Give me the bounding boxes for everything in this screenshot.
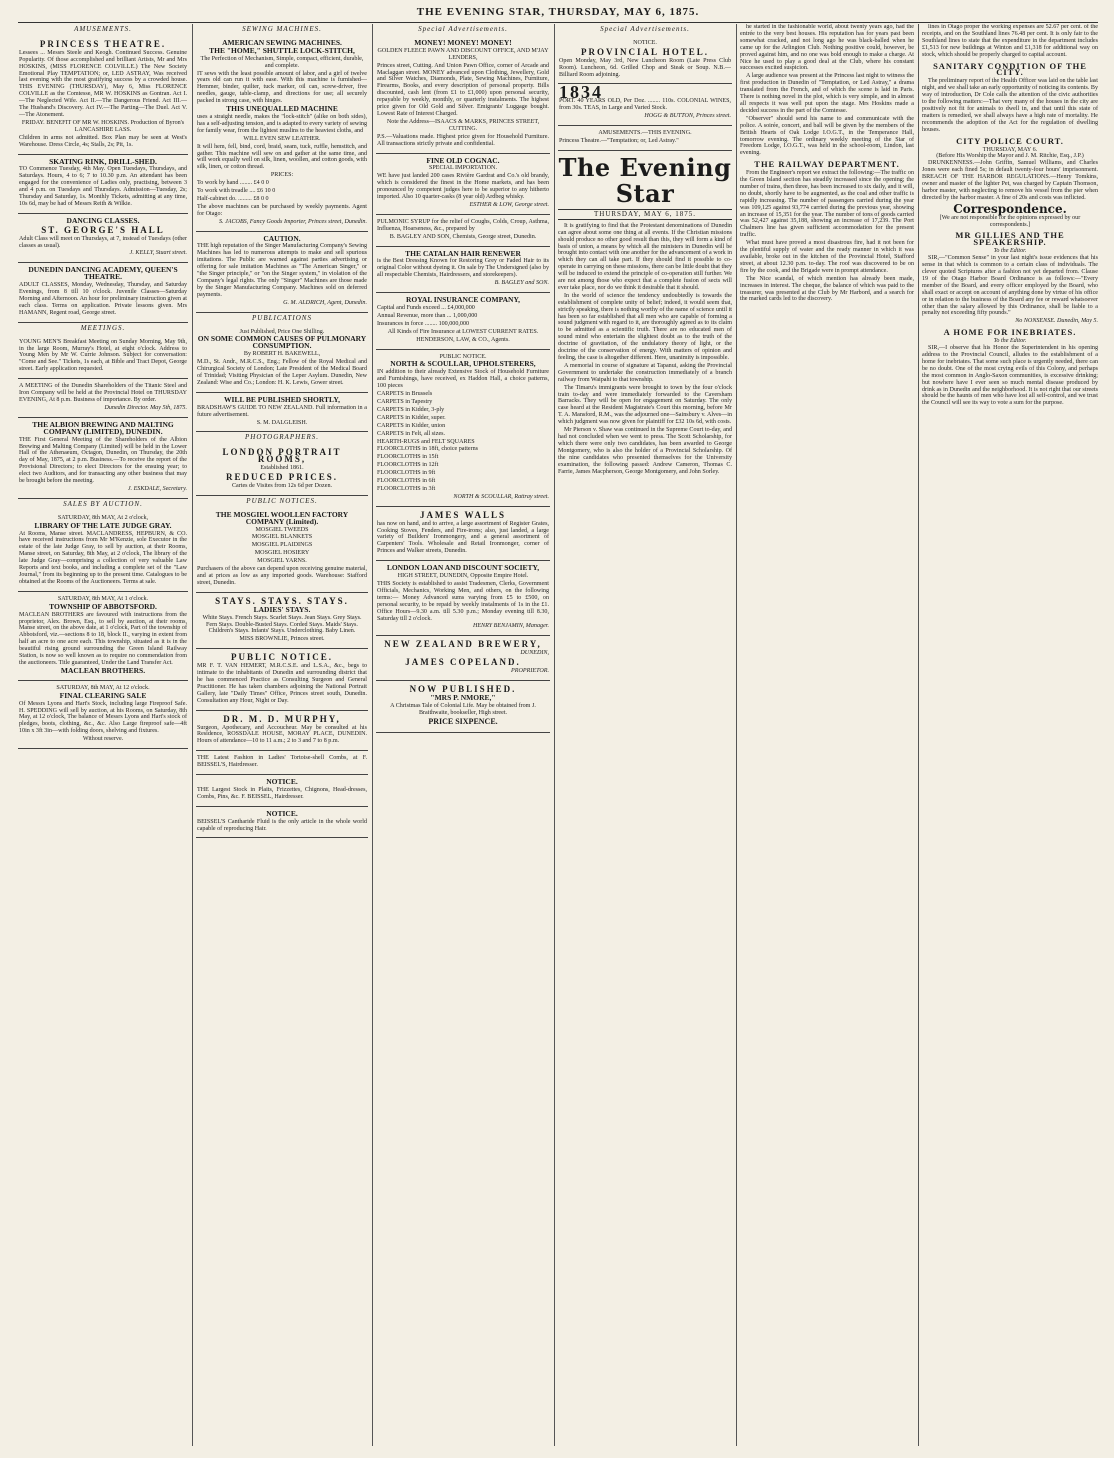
ad-tagline: The Perfection of Mechanism, Simple, compact, efficient, durable, and complete. [200, 55, 364, 69]
ad-title: THE CATALAN HAIR RENEWER [405, 248, 521, 258]
section-heading: PHOTOGRAPHERS. [245, 433, 319, 442]
ad-body: Princes street, Cutting. And Union Pawn Office, corner of Arcade and Maclaggan street. MONEY advanced upon Clothing, Jewellery, Gold and Silver Watches, Diamonds, Plate, Sewing Machines, Furniture, Firearms, Books, and every description of personal property. Bills discounted, cash lent (from £1 to £1,000) upon personal security, repayable by weekly, monthly, or quarterly instalments. The highest price given for Old Gold and Silver. Emigrants' Luggage bought. Lowest Rate of Interest Charged. [377, 62, 549, 117]
advertisement [18, 511, 188, 592]
ad-signature: HOGG & BUTTON, Princes street. [644, 113, 731, 120]
ad-item: MOSGIEL YARNS. [257, 558, 307, 565]
advertisement [376, 215, 550, 247]
ad-footer: The above machines can be purchased by weekly payments. Agent for Otago: [197, 203, 367, 217]
column-4 [558, 24, 732, 1446]
ad-body: THE Latest Fashion in Ladies' Tortoise-shell Combs, at F. BEISSEL'S, Hairdresser. [197, 755, 367, 769]
ad-item: CARPETS in Kidder, 3-ply [377, 406, 445, 413]
ad-subheading: WILL EVEN SEW LEATHER. [243, 135, 321, 142]
ad-title: DANCING CLASSES. [66, 215, 140, 225]
advertisement [196, 393, 368, 433]
ad-subtitle: HIGH STREET, DUNEDIN, Opposite Empire Hotel. [397, 573, 529, 580]
ad-title: STAYS. STAYS. STAYS. [215, 595, 349, 606]
ad-title: DUNEDIN DANCING ACADEMY, QUEEN'S THEATRE. [28, 265, 178, 282]
ad-signature: MACLEAN BROTHERS. [60, 665, 146, 675]
news-item: The Nice scandal, of which mention has already been made, increases in interest. The cheque, the balance of which was paid to the treasurer, was presented at the Club by Mr Harbord, and a search for the marked cards led to the discovery. [740, 275, 914, 303]
news-item: Mr Pierson v. Shaw was continued in the Supreme Court to-day, and had not concluded when we went to press. The Scott Scholarship, for which there were only two candidates, has been awarded to George Montgomery, who is also the holder of a Provincial Scholarship. Of the nine candidates who presented themselves for the University examination, the following passed: Andrew Cameron, Thomas C. Farrie, James Macpherson, George Montgomery, and John Sorley. [558, 427, 732, 475]
column-rule [736, 24, 737, 1446]
ad-title: TOWNSHIP OF ABBOTSFORD. [49, 601, 157, 611]
ad-body: Of Messrs Lyons and Hart's Stock, including large Fireproof Safe. H. SPEDDING will sell by auction, at his Rooms, on Saturday, 8th May, at 12 o'clock, The balance of Messrs Lyons and Hart's stock of pledges, boots, clothing, &c., &c. Also Large fireproof safe—4ft 10in x 3ft 3in—with folding doors, shelving and fixtures. [19, 700, 187, 735]
ad-body: IN addition to their already Extensive Stock of Household Furniture and Furnishings, have received, ex Haddon Hall, a choice patterns, 100 pieces [377, 369, 549, 390]
article-paragraph: From the Engineer's report we extract the following:—The traffic on the Green Island section has steadily increased since the opening; the number of trains, then three, has been increased to six daily, and it will, no doubt, shortly have to be augmented, as the coal and other traffic is rapidly increasing. The number of passengers carried during the year was 109,125 against 93,774 carried during the previous year, showing an increase of 15,351 for the year. The number of tons of goods carried was 52,427 against 35,188, showing an increase of 17,239. The Port Chalmers line has given sufficient accommodation for the present traffic. [740, 170, 914, 239]
advertisement [18, 36, 188, 155]
ad-body: WE have just landed 200 cases Rivière Gardrat and Co.'s old brandy, which is considered the finest in the Home markets, and has been pronounced by competent judges here to be superior to any hitherto imported. Also 10 quarter-casks (8 year old) Ardbeg whisky. [377, 173, 549, 201]
running-header-text: THE EVENING STAR, THURSDAY, MAY 6, 1875. [416, 6, 700, 18]
ad-body: has now on hand, and to arrive, a large assortment of Register Grates, Cooking Stoves, Fenders, and Fire-irons; also, just landed, a large variety of Builders' Ironmongery, and a general assortment of Carpenters' Tools. Wholesale and Retail Ironmonger, corner of Princes and Walker streets, Dunedin. [377, 520, 549, 555]
ad-item: FLOORCLOTHS in 6ft [377, 478, 436, 485]
ad-body: Adult Class will meet on Thursdays, at 7, instead of Tuesdays (other classes as usual). [19, 235, 187, 249]
ad-body: IT sews with the least possible amount of labor, and a girl of twelve years old can run it with ease. With this machine is furnished—Hemmer, binder, quilter, tuck marker, oil can, screw-driver, five needles, gauge, table-clamp, and directions for use; all securely packed in strong case, with hinges. [197, 70, 367, 105]
ad-body: White Stays. French Stays. Scarlet Stays. Jean Stays. Grey Stays. Fern Stays. Double-Busted Stays. Corded Stays. Maids' Stays. Children's Stays. Infants' Stays. Underclothing. Baby Linen. [202, 614, 362, 635]
ad-title: JAMES WALLS [419, 509, 507, 520]
advertisement [18, 418, 188, 499]
ad-body: THE Largest Stock in Plaits, Frizzettes, Chignons, Head-dresses, Combs, Pins, &c. F. BEISSEL, Hairdresser. [197, 786, 367, 800]
ad-subtitle: LADIES' STAYS. [253, 604, 311, 614]
price-row: To work by hand ........ £4 0 0 [197, 180, 269, 187]
section-heading: SALES BY AUCTION. [63, 499, 143, 508]
advertisement [376, 350, 550, 507]
ad-subheading: FRIDAY. BENEFIT OF MR W. HOSKINS. Production of Byron's LANCASHIRE LASS. [21, 119, 185, 133]
section-heading: AMUSEMENTS. [74, 25, 132, 33]
ad-item: FLOORCLOTHS in 3ft [377, 485, 436, 492]
advertisement [196, 649, 368, 710]
ad-item: FLOORCLOTHS in 12ft [377, 462, 439, 469]
ad-subtitle: NORTH & SCOULLAR, UPHOLSTERERS, [390, 359, 536, 369]
ad-subtitle: GOLDEN FLEECE PAWN AND DISCOUNT OFFICE, AND M'JAY LENDERS, [377, 47, 549, 61]
ad-title: NEW ZEALAND BREWERY, [384, 639, 542, 650]
ad-item: FLOORCLOTHS in 9ft [377, 470, 436, 477]
ad-title: PUBLIC NOTICE. [439, 353, 487, 360]
ad-title: ROYAL INSURANCE COMPANY, [405, 295, 521, 305]
ad-signature: ESTHER & LOW, George street. [469, 201, 549, 208]
section-heading: Special Advertisements. [418, 25, 508, 33]
ad-signature: MISS BROWNLIE, Princes street. [239, 636, 325, 643]
advertisement [376, 507, 550, 561]
ad-date: SATURDAY, 8th MAY, At 1 o'clock. [57, 595, 149, 602]
ad-body: Princess Theatre.—"Temptation; or, Led Astray." [559, 137, 679, 144]
advertisement [18, 263, 188, 322]
ad-body: A MEETING of the Dunedin Shareholders of the Titanic Steel and Iron Company will be held at the Provincial Hotel on THURSDAY EVENING, At 8 p.m. Business of importance. By order. [19, 383, 187, 403]
advertisement [196, 508, 368, 593]
letter-title: MR GILLIES AND THE SPEAKERSHIP. [955, 230, 1065, 248]
column-rule [554, 24, 555, 1446]
ad-title: NOTICE. [266, 777, 298, 787]
ad-item: CARPETS in Kidder, super. [377, 414, 446, 421]
court-bench: (Before His Worship the Mayor and J. M. Ritchie, Esq., J.P.) [936, 153, 1084, 160]
article-heading: SANITARY CONDITION OF THE CITY. [933, 60, 1087, 78]
section-heading: Correspondence. [953, 201, 1067, 216]
advertisement [376, 681, 550, 733]
ad-item: MOSGIEL PLAIDINGS [251, 542, 313, 549]
ad-body: All Kinds of Fire Insurance at LOWEST CURRENT RATES. [387, 328, 539, 335]
ad-body: Established 1861. [260, 465, 304, 472]
ad-footer: P.S.—Valuations made. Highest price given for Household Furniture. All transactions strictly private and confidential. [377, 133, 549, 147]
price-row: Half-cabinet do. ......... £8 0 0 [197, 195, 269, 202]
ad-footer: Cartes de Visites from 12s 6d per Dozen. [231, 482, 333, 489]
advertisement [18, 155, 188, 214]
price-row: To work with treadle .... £6 10 0 [197, 188, 276, 195]
ad-footer: Children in arms not admitted. Box Plan may be seen at West's Warehouse. Dress Circle, 4s; Stalls, 2s; Pit, 1s. [19, 134, 187, 148]
advertisement [18, 335, 188, 380]
ad-title: AMUSEMENTS.—THIS EVENING. [598, 130, 692, 137]
advertisement [196, 232, 368, 313]
ad-title: ON SOME COMMON CAUSES OF PULMONARY CONSUMPTION. [197, 334, 367, 351]
ad-title: NOTICE. [633, 39, 657, 46]
advertisement [376, 293, 550, 349]
ad-body: PORT. 40 YEARS OLD, Per Doz. ........ 110s. COLONIAL WINES, from 30s. TEAS, in Large and Varied Stock. [559, 98, 731, 112]
ad-title: NOW PUBLISHED. [409, 683, 517, 694]
advertisement [18, 681, 188, 749]
ad-subtitle: THE "HOME," SHUTTLE LOCK-STITCH, [209, 45, 355, 55]
ad-body: At Rooms, Manse street. MACLANDRESS, HEPBURN, & CO. have received instructions from Mr M'Kenzie, sole Executor in the estate of the late Judge Gray, to sell by auction, at their Rooms, Manse street, on Saturday, 8th May, at 2 o'clock, The library of the late Judge Gray—comprising a collection of very valuable Law Reports and text books, and including a complete set of the "Law Journal," from its beginning up to the present time. Catalogues to be obtained at the Rooms of the Auctioneers. Terms at sale. [19, 530, 187, 585]
ad-signature: NORTH & SCOULLAR, Rattray street. [453, 493, 549, 500]
dateline: THURSDAY, MAY 6, 1875. [558, 209, 732, 220]
advertisement [196, 36, 368, 232]
ad-body: uses a straight needle, makes the "lock-stitch" (alike on both sides), has a self-adjusting tension, and is adapted to every variety of sewing for family wear, from the lightest muslins to the heaviest cloths, and [197, 113, 367, 134]
ad-proprietor-name: JAMES COPELAND. [405, 657, 521, 668]
advertisement [196, 325, 368, 393]
ad-signature: S. JACOBS, Fancy Goods Importer, Princes street, Dunedin. [218, 218, 367, 225]
ad-body: MACLEAN BROTHERS are favoured with instructions from the proprietor, Alex. Brown, Esq., to sell by auction, at their rooms, Manse street, on the above date, at 1 o'clock, Part of the township of Abbotsford, viz.—sections 8 to 18, block II., varying in extent from half an acre to one acre each. This township, situated as it is in the beautiful rising ground surrounding the Green Island Railway Station, is now so well known as to require no commendation from the auctioneers. Title guaranteed, Under the Land Transfer Act. [19, 611, 187, 666]
advertisement [18, 592, 188, 681]
ad-price: PRICE SIXPENCE. [428, 716, 498, 726]
letter-body: SIR,—I observe that his Honor the Superintendent in his opening address to the Provincial Council, alludes to the establishment of a home for inebriates. That some such place is urgently needed, there can be no doubt. One of the most crying evils of this Colony, and perhaps the most common in Anglo-Saxon communities, is excessive drinking; but nowhere have I ever seen so much mental disease produced by drink as in Dunedin and the neighborhood. It is not right that our streets should be the haunts of men who have lost all self-control, and we trust the Council will see its way to vote a sum for the purpose. [922, 345, 1098, 407]
advertisement [196, 751, 368, 775]
ad-row: Capital and Funds exceed ... £4,000,000 [377, 305, 475, 311]
advertisement [376, 561, 550, 636]
ad-body: Open Monday, May 3rd, New Luncheon Room (Late Press Club Room). Luncheon, 6d. Grilled Chop and Steak or Soup. N.B.—Billiard Room adjoining. [559, 57, 731, 78]
advertisement [196, 711, 368, 752]
ad-title: AMERICAN SEWING MACHINES. [222, 37, 342, 47]
newspaper-logo: The Evening Star [558, 152, 732, 208]
editorial-note: [We are not responsible for the opinions expressed by our correspondents.] [939, 214, 1081, 228]
section-heading: SEWING MACHINES. [242, 25, 322, 33]
ad-place: DUNEDIN, [520, 650, 549, 657]
advertisement [558, 36, 732, 85]
letter-signature: No NONSENSE. Dunedin, May 5. [1015, 318, 1098, 325]
ad-body: A Christmas Tale of Colonial Life. May be obtained from J. Braithwaite, bookseller, High street. [390, 702, 536, 716]
ad-item: CARPETS in Felt, all sizes. [377, 430, 446, 437]
ad-title: THE ALBION BREWING AND MALTING COMPANY (LIMITED), DUNEDIN. [32, 419, 174, 436]
column-3 [376, 24, 550, 1446]
advertisement [196, 444, 368, 496]
advertisement [558, 84, 732, 126]
ad-signature: S. M. DALGLEISH. [256, 419, 308, 426]
ad-date: SATURDAY, 8th MAY, At 12 o'clock. [56, 684, 150, 691]
advertisement [196, 807, 368, 839]
ad-signature: B. BAGLEY and SON. [494, 280, 549, 287]
ad-year: 1834 [559, 82, 603, 103]
article-heading: CITY POLICE COURT. [956, 135, 1064, 146]
ad-subtitle: ST. GEORGE'S HALL [41, 224, 165, 235]
ad-title: WILL BE PUBLISHED SHORTLY, [224, 394, 340, 404]
ad-title: SKATING RINK, DRILL-SHED. [49, 156, 157, 166]
article-heading: THE RAILWAY DEPARTMENT. [754, 159, 900, 170]
ad-pretitle: Just Published, Price One Shilling. [239, 328, 325, 335]
ad-signature: J. ESKDALE, Secretary. [127, 485, 187, 492]
ad-title: LIBRARY OF THE LATE JUDGE GRAY. [34, 520, 172, 530]
advertisement [376, 636, 550, 681]
ad-item: CARPETS in Tapestry [377, 398, 433, 405]
ad-body: MR F. T. VAN HEMERT, M.R.C.S.E. and L.S.A., &c., begs to intimate to the inhabitants of Dunedin and surrounding district that he has commenced Practice as Consulting Surgeon and General Practitioner. He has taken chambers adjoining the National Portrait Gallery, late "Daily Times" Office, Princes street south, Dunedin. Consultation any Hour, Night or Day. [197, 663, 367, 704]
letter-body: SIR,—"Common Sense" in your last night's issue evidences that his sense in that which is common to a certain class of individuals. The clever quoted Scriptures after a fashion not yet departed from. Clause 19 of the Otago Harbor Board Ordinance is as follows:—"Every member of the Board, and every officer employed by the Board, who shall exact or accept on account of anything done by virtue of his office or in relation to the business of the Board any fee or reward whatsoever other than the salary allowed by this Ordinance, shall be liable to a penalty not exceeding fifty pounds." [922, 255, 1098, 317]
ad-signature: Note the Address—ISAACS & MARKS, PRINCES STREET, CUTTING. [386, 118, 540, 132]
court-date: THURSDAY, MAY 6. [982, 146, 1038, 153]
ad-item: FLOORCLOTHS in 15ft [377, 454, 439, 461]
letter-salutation: To the Editor. [993, 338, 1027, 345]
ad-title: PUBLIC NOTICE. [230, 652, 333, 663]
advertisement [18, 214, 188, 264]
ad-author: By ROBERT H. BAKEWELL, [243, 351, 321, 358]
ad-item: HEARTH-RUGS and FELT SQUARES [377, 438, 475, 445]
ad-title: FINAL CLEARING SALE [59, 690, 147, 700]
ad-subtitle: SPECIAL IMPORTATION. [429, 165, 497, 172]
ad-body: ADULT CLASSES, Monday, Wednesday, Thursday, and Saturday Evenings, from 8 till 10 o'clock. Juvenile Classes—Saturday Morning and Afternoon. An hour for preliminary instruction given at each class. Terms on application. Private lessons given. Mrs HAMANN, Regent road, George street. [19, 282, 187, 316]
column-rule [192, 24, 193, 1446]
ad-subheading: THIS UNEQUALLED MACHINE [226, 104, 338, 114]
column-1 [18, 24, 188, 1446]
ad-title: THE MOSGIEL WOOLLEN FACTORY COMPANY (Limited). [215, 509, 349, 526]
ad-body: PULMONIC SYRUP for the relief of Coughs, Colds, Croup, Asthma, Influenza, Hoarseness, &c., prepared by [377, 218, 549, 232]
article-paragraph: In the world of science the tendency undoubtedly is towards the establishment of complete unity of belief; indeed, it would seem that, strictly speaking, there is nothing worthy of the name of science until it has been so far established that all men who are capable of forming a sound judgment with regard to it, are thoroughly agreed as to its claim to be admitted as a scientific truth. There are no educated men of sound mind who entertain the slightest doubt as to the truth of the doctrine of gravitation, of the undulatory theory of light, or the doctrine of the conservation of energy. With matters of opinion and feeling, the case is altogether different. Here, unanimity is impossible. [558, 292, 732, 361]
ad-item: MOSGIEL BLANKETS [251, 534, 313, 541]
section-heading: PUBLIC NOTICES. [246, 496, 318, 505]
column-rule [372, 24, 373, 1446]
advertisement [196, 593, 368, 649]
ad-signature: B. BAGLEY AND SON, Chemists, George street, Dunedin. [389, 233, 537, 240]
ad-title: NOTICE. [266, 808, 298, 818]
advertisement [376, 154, 550, 215]
news-item: A large audience was present at the Princess last night to witness the first production in Dunedin of "Temptation, or Led Astray," a drama translated from the French, and of which the scene is laid in Paris. There is nothing novel in the plot, which is very simple, and in almost all respects it was well put upon the stage. Mrs Hoskins made a decided success in the part of the Comtesse. [740, 73, 914, 114]
article-paragraph: The preliminary report of the Health Officer was laid on the table last night, and we shall take an early opportunity of noticing its contents. By way of introduction, Dr Cole calls the attention of the civic authorities to the following matters:—That very many of the houses in the city are positively not fit for animals to dwell in, and that until this state of matters is remedied, we shall always have a high rate of mortality. He recommends the adoption of the Act for the regulation of dwelling houses. [922, 78, 1098, 133]
ad-title: LONDON PORTRAIT ROOMS, [222, 447, 342, 465]
ad-body: Purchasers of the above can depend upon receiving genuine material, and at prices as low as any imported goods. Warehouse: Stafford street, Dunedin. [197, 566, 367, 586]
ad-row: Annual Revenue, more than ... 1,000,000 [377, 312, 478, 319]
column-6 [922, 24, 1098, 1446]
ad-signature: G. M. ALDRICH, Agent, Dunedin. [283, 299, 367, 306]
running-header [18, 6, 1098, 20]
ad-footer: Without reserve. [82, 736, 124, 743]
ad-item: CARPETS in Brussels [377, 391, 433, 398]
ad-item: MOSGIEL TWEEDS [255, 526, 309, 533]
column-rule [918, 24, 919, 1446]
ad-title: MONEY! MONEY! MONEY! [414, 37, 512, 47]
letter-salutation: To the Editor. [993, 248, 1027, 255]
news-item: he started in the fashionable world, about twenty years ago, had the entrée to the very best houses. His reputation has for years past been somewhat cracked, and not long ago he was black-balled when he came up for the Arlington Club. Nothing positive could, however, be proved against him, and no one was bold enough to make a charge. At Nice he used to play a good deal at the Club, where his constant successes excited suspicion. [740, 24, 914, 72]
ad-body: Lessees ... Messrs Steele and Keogh. Continued Success. Genuine Popularity. Of those accomplished and brilliant Artists, Mr and Mrs HOSKINS, (MISS FLORENCE COLVILLE.) The New Society Emotional Play TEMPTATION; or, LED ASTRAY, Was received last evening with the most gratifying success by a crowded house. THIS EVENING (THURSDAY), May 6, Miss FLORENCE COLVILLE as the Comtesse, MR W. HOSKINS as Gontran. Act I.—The Neglected Wife. Act II.—The Dangerous Friend. Act III.—The Husband's Discovery. Act IV.—The Parting—The Duel. Act V.—The Atonement. [19, 49, 187, 118]
advertisement [376, 36, 550, 154]
ad-item: MOSGIEL HOSIERY [254, 550, 310, 557]
section-heading: PUBLICATIONS [252, 313, 312, 322]
ad-item: CARPETS in Kidder, union [377, 422, 446, 429]
news-item: "Observer" should send his name to and communicate with the police. A soirée, concert, and ball will be given by the members of the British Hearts of Oak Lodge I.O.G.T., in the Temperance Hall, tomorrow evening. The ordinary weekly meeting of the Star of Freedom Lodge, I.O.G.T., was held in the school-room, Lindon, last evening. [740, 115, 914, 157]
section-heading: MEETINGS. [80, 323, 126, 332]
ad-body: YOUNG MEN'S Breakfast Meeting on Sunday Morning, May 9th, in the large Room, Murray's Hotel, at eight o'clock. Address to Young Men by Mr W. Currie Johnson. Subject for conversation: "Come and See." Tickets, 1s each, at Bible and Tract Depot, George street. Early application requested. [19, 338, 187, 373]
column-2 [196, 24, 368, 1446]
ad-body: THE First General Meeting of the Shareholders of the Albion Brewing and Malting Company (Limited) will be held in the Lower Hall of the Athenaeum, Octagon, Dunedin, on Thursday, the 20th day of May, 1875, at 2 p.m. Business.—To receive the report of the Provisional Directors; to elect Directors for the ensuing year; to elect two Auditors, and for transacting any other business that may be brought before the meeting. [19, 436, 187, 485]
advertisement [376, 247, 550, 294]
ad-signature: HENDERSON, LAW, & CO., Agents. [416, 336, 510, 343]
letter-title: A HOME FOR INEBRIATES. [943, 327, 1077, 338]
ad-subtitle: "MRS P. NMORE," [430, 692, 496, 702]
ad-body: THE high reputation of the Singer Manufacturing Company's Sewing Machines has led to numerous attempts to make and sell spurious imitations. The Public are warned against parties advertising or offering for sale imitation Machines as "The American Singer," or "the Singer principle," or "on the Singer system," in violation of the Company's legal rights. The only "Singer" Machines are those made by the Singer Manufacturing Company. Machines sold on deferred payments. [197, 243, 367, 298]
advertisement [558, 126, 732, 151]
ad-body: BEISSEL'S Cantharide Fluid is the only article in the whole world capable of reproducing Hair. [197, 818, 367, 832]
news-item: The Timaru's immigrants were brought to town by the four o'clock train to-day and were immediately forwarded to the Caversham Barracks. They will be open for engagement on Saturday. The only case heard at the Resident Magistrate's Court this morning, before Mr T. A. Mansford, R.M., was the adjourned one—Sainsbury v. Alves—in which judgment was now given for plaintiff for £32 10s 6d, with costs. [558, 384, 732, 426]
ad-title: CAUTION. [263, 233, 301, 243]
ad-title: PRINCESS THEATRE. [39, 38, 167, 49]
ad-signature: HENRY BENJAMIN, Manager. [472, 623, 549, 630]
ad-subtitle: PROVINCIAL HOTEL. [580, 46, 710, 57]
article-paragraph: lines in Otago proper the working expenses are 52.67 per cent. of the receipts, and on the Southland lines 76.48 per cent. It is only fair to the Southland lines to state that the expenditure in the department includes £1,513 for new buildings at Winton and £1,318 for additional way on stock, which should be properly charged to capital account. [922, 24, 1098, 58]
news-item: A memorial in course of signature at Tapanui, asking the Provincial Government to undertake the construction immediately of a branch railway from Waipahi to that township. [558, 362, 732, 383]
ad-body: is the Best Dressing Known for Restoring Grey or Faded Hair to its original Color without dyeing it. On sale by The Undersigned (also by all respectable Chemists, Hairdressers, and storekeepers). [377, 258, 549, 279]
ad-title: FINE OLD COGNAC. [426, 155, 500, 165]
ad-body: TO Commence Tuesday, 4th May. Open Tuesdays, Thursdays, and Saturdays. Hours, 4 to 6; 7 to 10.30 p.m. An attendant has been engaged for the convenience of Ladies only, practising, between 3 and 4 p.m. on Tuesdays and Thursdays. Admission—Tuesday, 2s; Thursday and Saturday, 1s. Monthly Tickets, admitting at any time, 10s 6d, may be had of Messrs Reith & Wilkie. [19, 166, 187, 207]
ad-subheading: REDUCED PRICES. [225, 472, 338, 483]
ad-role: PROPRIETOR. [511, 668, 549, 675]
ad-body: It will hem, fell, bind, cord, braid, seam, tuck, ruffle, hemstitch, and gather. This machine will sew on and gather at the same time, and will work equally well on silk, linen, woollen, and cotton goods, with silk, linen, or cotton thread. [197, 143, 367, 171]
ad-signature: J. KELLY, Stuart street. [129, 250, 187, 257]
column-5 [740, 24, 914, 1446]
ad-body: BRADSHAW'S GUIDE TO NEW ZEALAND. Full information in a future advertisement. [197, 404, 367, 418]
ad-item: FLOORCLOTHS in 18ft, choice patterns [377, 446, 479, 453]
ad-signature: Dunedin Director. May 5th, 1875. [104, 404, 187, 411]
price-list-title: PRICES: [270, 172, 294, 179]
advertisement [18, 379, 188, 418]
ad-row: Insurances in force ........ 100,000,000 [377, 320, 470, 327]
ad-body: Surgeon, Apothecary, and Accoucheur. May be consulted at his Residence, ROSSDALE HOUSE, MORAY PLACE, DUNEDIN. Hours of attendance—10 to 11 a.m.; 2 to 3 and 7 to 8 p.m. [197, 724, 367, 745]
leading-article: It is gratifying to find that the Protestant denominations of Dunedin can agree about some one thing at all events. If the Christian missions should produce no other good result than this, they will form a kind of basis of union, a means by which all the ministers in Dunedin will be brought into contact with one another for the advancement of a work in which they can all take part. If they should find it possible to co-operate in carrying on these missions, there can be little doubt that they will be induced to extend the principle of co-operation still further. We are not among those who expect that a complete fusion of sects will ever take place, nor do we think it desirable that it should. [558, 222, 732, 291]
ad-body: M.D., St. Andr., M.R.C.S., Eng.; Fellow of the Royal Medical and Chirurgical Society of London; Late President of the Medical Board of Trinidad; Visiting Physician of the Leper Asylum. Dunedin, New Zealand: Wise and Co.; London: H. K. Lewis, Gower street. [197, 359, 367, 386]
news-item: What must have proved a most disastrous fire, had it not been for the plentiful supply of water and the ready manner in which it was available, broke out in the kitchen of the Provincial Hotel, Stafford street, at about 12.30 p.m. to-day. The roof was discovered to be on fire by the cook, and the Brigade were in prompt attendance. [740, 240, 914, 274]
advertisement [196, 775, 368, 807]
section-heading: Special Advertisements. [600, 25, 690, 33]
ad-date: SATURDAY, 8th MAY, At 2 o'clock, [57, 514, 149, 521]
ad-title: LONDON LOAN AND DISCOUNT SOCIETY, [386, 563, 540, 573]
ad-body: THIS Society is established to assist Tradesmen, Clerks, Government Officials, Mechanics, Working Men, and others, on the following terms:— Money Advanced sums varying from £5 to £500, on personal security, to be repaid by weekly instalments of 1s in the £1. Office Hours—9.30 a.m. till 5.30 p.m.; Monday evening till 8.30, Saturday till 2 o'clock. [377, 581, 549, 622]
article-paragraph: DRUNKENNESS.—John Griffin, Samuel Williams, and Charles Jones were each fined 5s; in default twenty-four hours' imprisonment. BREACH OF THE HARBOR REGULATIONS.—Henry Tomkins, owner and master of the lighter Pet, was charged by Captain Thomson, harbor master, with neglecting to remove his vessel from the pier when directed by the harbor master. A fine of 20s and costs was inflicted. [922, 160, 1098, 201]
ad-title: DR. M. D. MURPHY, [223, 713, 341, 724]
